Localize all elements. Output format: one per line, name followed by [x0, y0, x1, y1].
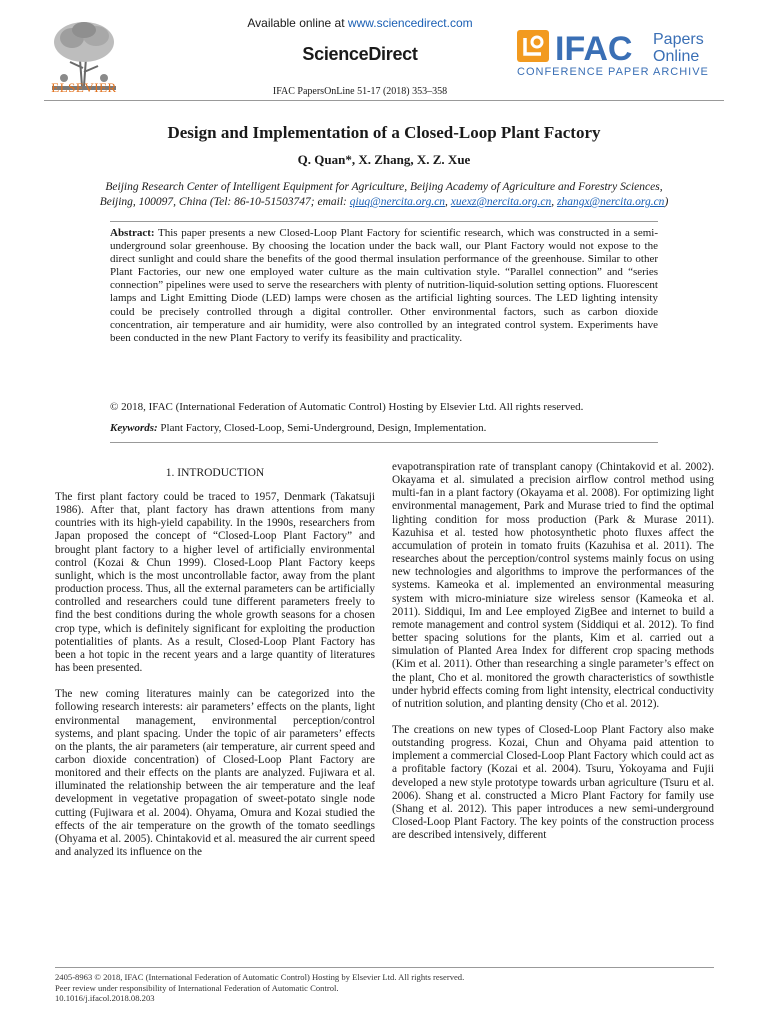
- ifac-online-word: Online: [653, 48, 700, 65]
- journal-reference: IFAC PapersOnLine 51-17 (2018) 353–358: [272, 86, 448, 97]
- footer-issn-copyright: 2405-8963 © 2018, IFAC (International Federation of Automatic Control) Hosting by Elsevier Ltd. All rights reserved.: [55, 972, 465, 982]
- left-column: [55, 491, 375, 872]
- footer: [55, 972, 714, 1004]
- ifac-wordmark: IFAC: [555, 30, 633, 68]
- abstract-label: Abstract:: [110, 227, 155, 239]
- paper-title: Design and Implementation of a Closed-Loop Plant Factory: [167, 123, 601, 142]
- email-link-quan[interactable]: qiuq@nercita.org.cn: [349, 196, 446, 208]
- abstract-divider-top: [110, 221, 658, 222]
- paper-authors: Q. Quan*, X. Zhang, X. Z. Xue: [297, 152, 471, 167]
- email-link-zhang[interactable]: zhangx@nercita.org.cn: [556, 196, 665, 208]
- email-separator: ,: [445, 196, 451, 208]
- abstract: [110, 227, 658, 345]
- affiliation-line-1: Beijing Research Center of Intelligent Equipment for Agriculture, Beijing Academy of Agriculture and Forestry Sciences,: [105, 181, 663, 193]
- ifac-papers-word: Papers: [653, 31, 704, 48]
- available-online-line: [200, 16, 520, 30]
- abstract-copyright: © 2018, IFAC (International Federation of Automatic Control) Hosting by Elsevier Ltd. All rights reserved.: [110, 401, 584, 413]
- elsevier-wordmark: ELSEVIER: [51, 80, 117, 95]
- sciencedirect-brand: ScienceDirect: [302, 44, 418, 64]
- keywords-label: Keywords:: [110, 422, 158, 434]
- intro-paragraph-2: The new coming literatures mainly can be categorized into the following research interests: air parameters’ effects on the plants, light environmental management, environmental perception/control systems, and plant spacing. Under the topic of air parameters’ effects on the plants, the air parameters (air temperature, air current speed and carbon dioxide concentration) of Closed-Loop Plant Factory are monitored and their effects on the plants are analyzed. Fujiwara et al. illuminated the relationship between the air temperature and the leaf development in vegetative propagation of sweet-potato single node cutting (Fujiwara et al. 2004). Ohyama, Omura and Kozai studied the effects of the air temperature on the growth of the tomato seedlings (Ohyama et al. 2005). Chintakovid et al. measured the air current speed and analyzed its influence on the: [55, 688, 375, 859]
- header-divider: [44, 100, 724, 101]
- right-column: [392, 461, 714, 855]
- available-prefix: Available online at: [247, 16, 348, 30]
- sciencedirect-link[interactable]: www.sciencedirect.com: [347, 16, 473, 30]
- keywords-text: Plant Factory, Closed-Loop, Semi-Underground, Design, Implementation.: [157, 422, 487, 434]
- footer-doi[interactable]: 10.1016/j.ifacol.2018.08.203: [55, 993, 155, 1003]
- affiliation-line-2: Beijing, 100097, China (Tel: 86-10-51503747; email:: [99, 196, 350, 208]
- affiliation-close: ): [664, 196, 669, 208]
- footer-peer-review: Peer review under responsibility of International Federation of Automatic Control.: [55, 982, 339, 993]
- footer-divider: [55, 967, 714, 968]
- intro-paragraph-4: The creations on new types of Closed-Loop Plant Factory also make outstanding progress. Kozai, Chun and Ohyama paid attention to implement a commercial Closed-Loop Plant Factory which could act as a profitable factory (Kozai et al. 2004). Tsuru, Yokoyama and Fujii developed a new style prototype towards urban agriculture (Tsuru et al. 2006). Shang et al. constructed a Micro Plant Factory for family use (Shang et al. 2012). This paper introduces a new semi-underground Closed-Loop Plant Factory. The key points of the construction process are described intensively, different: [392, 723, 714, 842]
- intro-paragraph-3: evapotranspiration rate of transplant canopy (Chintakovid et al. 2002). Okayama et al. simulated a precision airflow control method using multi-fan in a plant factory (Okayama et al. 2008). For optimizing light environmental management, Park and Murase tried to find the optimal lighting condition for moss production (Park & Murase 2011). Kazuhisa et al. tested how photosynthetic photo fluxes affect the accumulation of protein in tomato fruits (Kazuhisa et al. 2011). The researches about the perception/control systems mainly focus on using new technologies and algorithms to improve the performances of the systems. Kameoka et al. implemented an environmental measuring system with micro-miniature size wireless sensor (Kameoka et al. 2011). Siddiqui, Im and Lee employed ZigBee and internet to build a remote management and control system (Siddiqui et al. 2012). To find better spacing solutions for the plants, Kim et al. carried out a simulation of Planted Area Index for different crop spacing methods (Kim et al. 2011). Other than researching a single parameter’s effect on the plant, Cho et al. monitored the growth characteristics of sowthistle under hybrid effects coming from light intensity, electrical conductivity of nutrition solution, and planting density (Cho et al. 2012).: [392, 461, 714, 710]
- ifac-archive-label: CONFERENCE PAPER ARCHIVE: [517, 66, 709, 78]
- email-link-xue[interactable]: xuexz@nercita.org.cn: [450, 196, 552, 208]
- abstract-text: This paper presents a new Closed-Loop Plant Factory for scientific research, which was constructed in a semi-underground solar greenhouse. By choosing the location under the back wall, our Plant Factory would not expose to the direct sunlight and could share the benefits of the good thermal insulation performance of the greenhouse. Similar to other Plant Factories, our new one employed water culture as the main cultivation style. “Parallel connection” and “series connection” pipelines were used to serve the researchers with plenty of nutrition-liquid-solution setting options. Fluorescent lamps and Light Emitting Diode (LED) lamps were chosen as the artificial lighting sources. The LED lighting intensity could be precisely controlled through a digital controller. Other environmental factors, such as carbon dioxide concentration, air temperature and air humidity, were also controlled by an integrated control system. Experiments have been conducted in the new Plant Factory to verify its feasibility and practicality.: [110, 227, 658, 344]
- abstract-divider-bottom: [110, 442, 658, 443]
- author-affiliation: [52, 180, 716, 210]
- keywords: [110, 422, 658, 434]
- section-heading-introduction: 1. INTRODUCTION: [165, 467, 265, 479]
- email-separator: ,: [551, 196, 557, 208]
- intro-paragraph-1: The first plant factory could be traced to 1957, Denmark (Takatsuji 1986). After that, plant factory has drawn attentions from many countries with its high-yield capability. In the 1990s, researchers from Japan proposed the concept of “Closed-Loop Plant Factory” and brought plant factory to a higher level of artificially environmental control (Kozai & Chun 1999). Closed-Loop Plant Factory keeps sunlight, which is the most uncontrollable factor, away from the plant production process. Thus, all the external parameters can be artificially controlled and researchers could tune different parameters freely to find the best conditions during the whole growth seasons for a chosen crop type, which is definitely significant for exploiting the production potentialities of plants. As a result, Closed-Loop Plant Factory has been a hot topic in the recent years and a large quantity of literatures has been presented.: [55, 491, 375, 675]
